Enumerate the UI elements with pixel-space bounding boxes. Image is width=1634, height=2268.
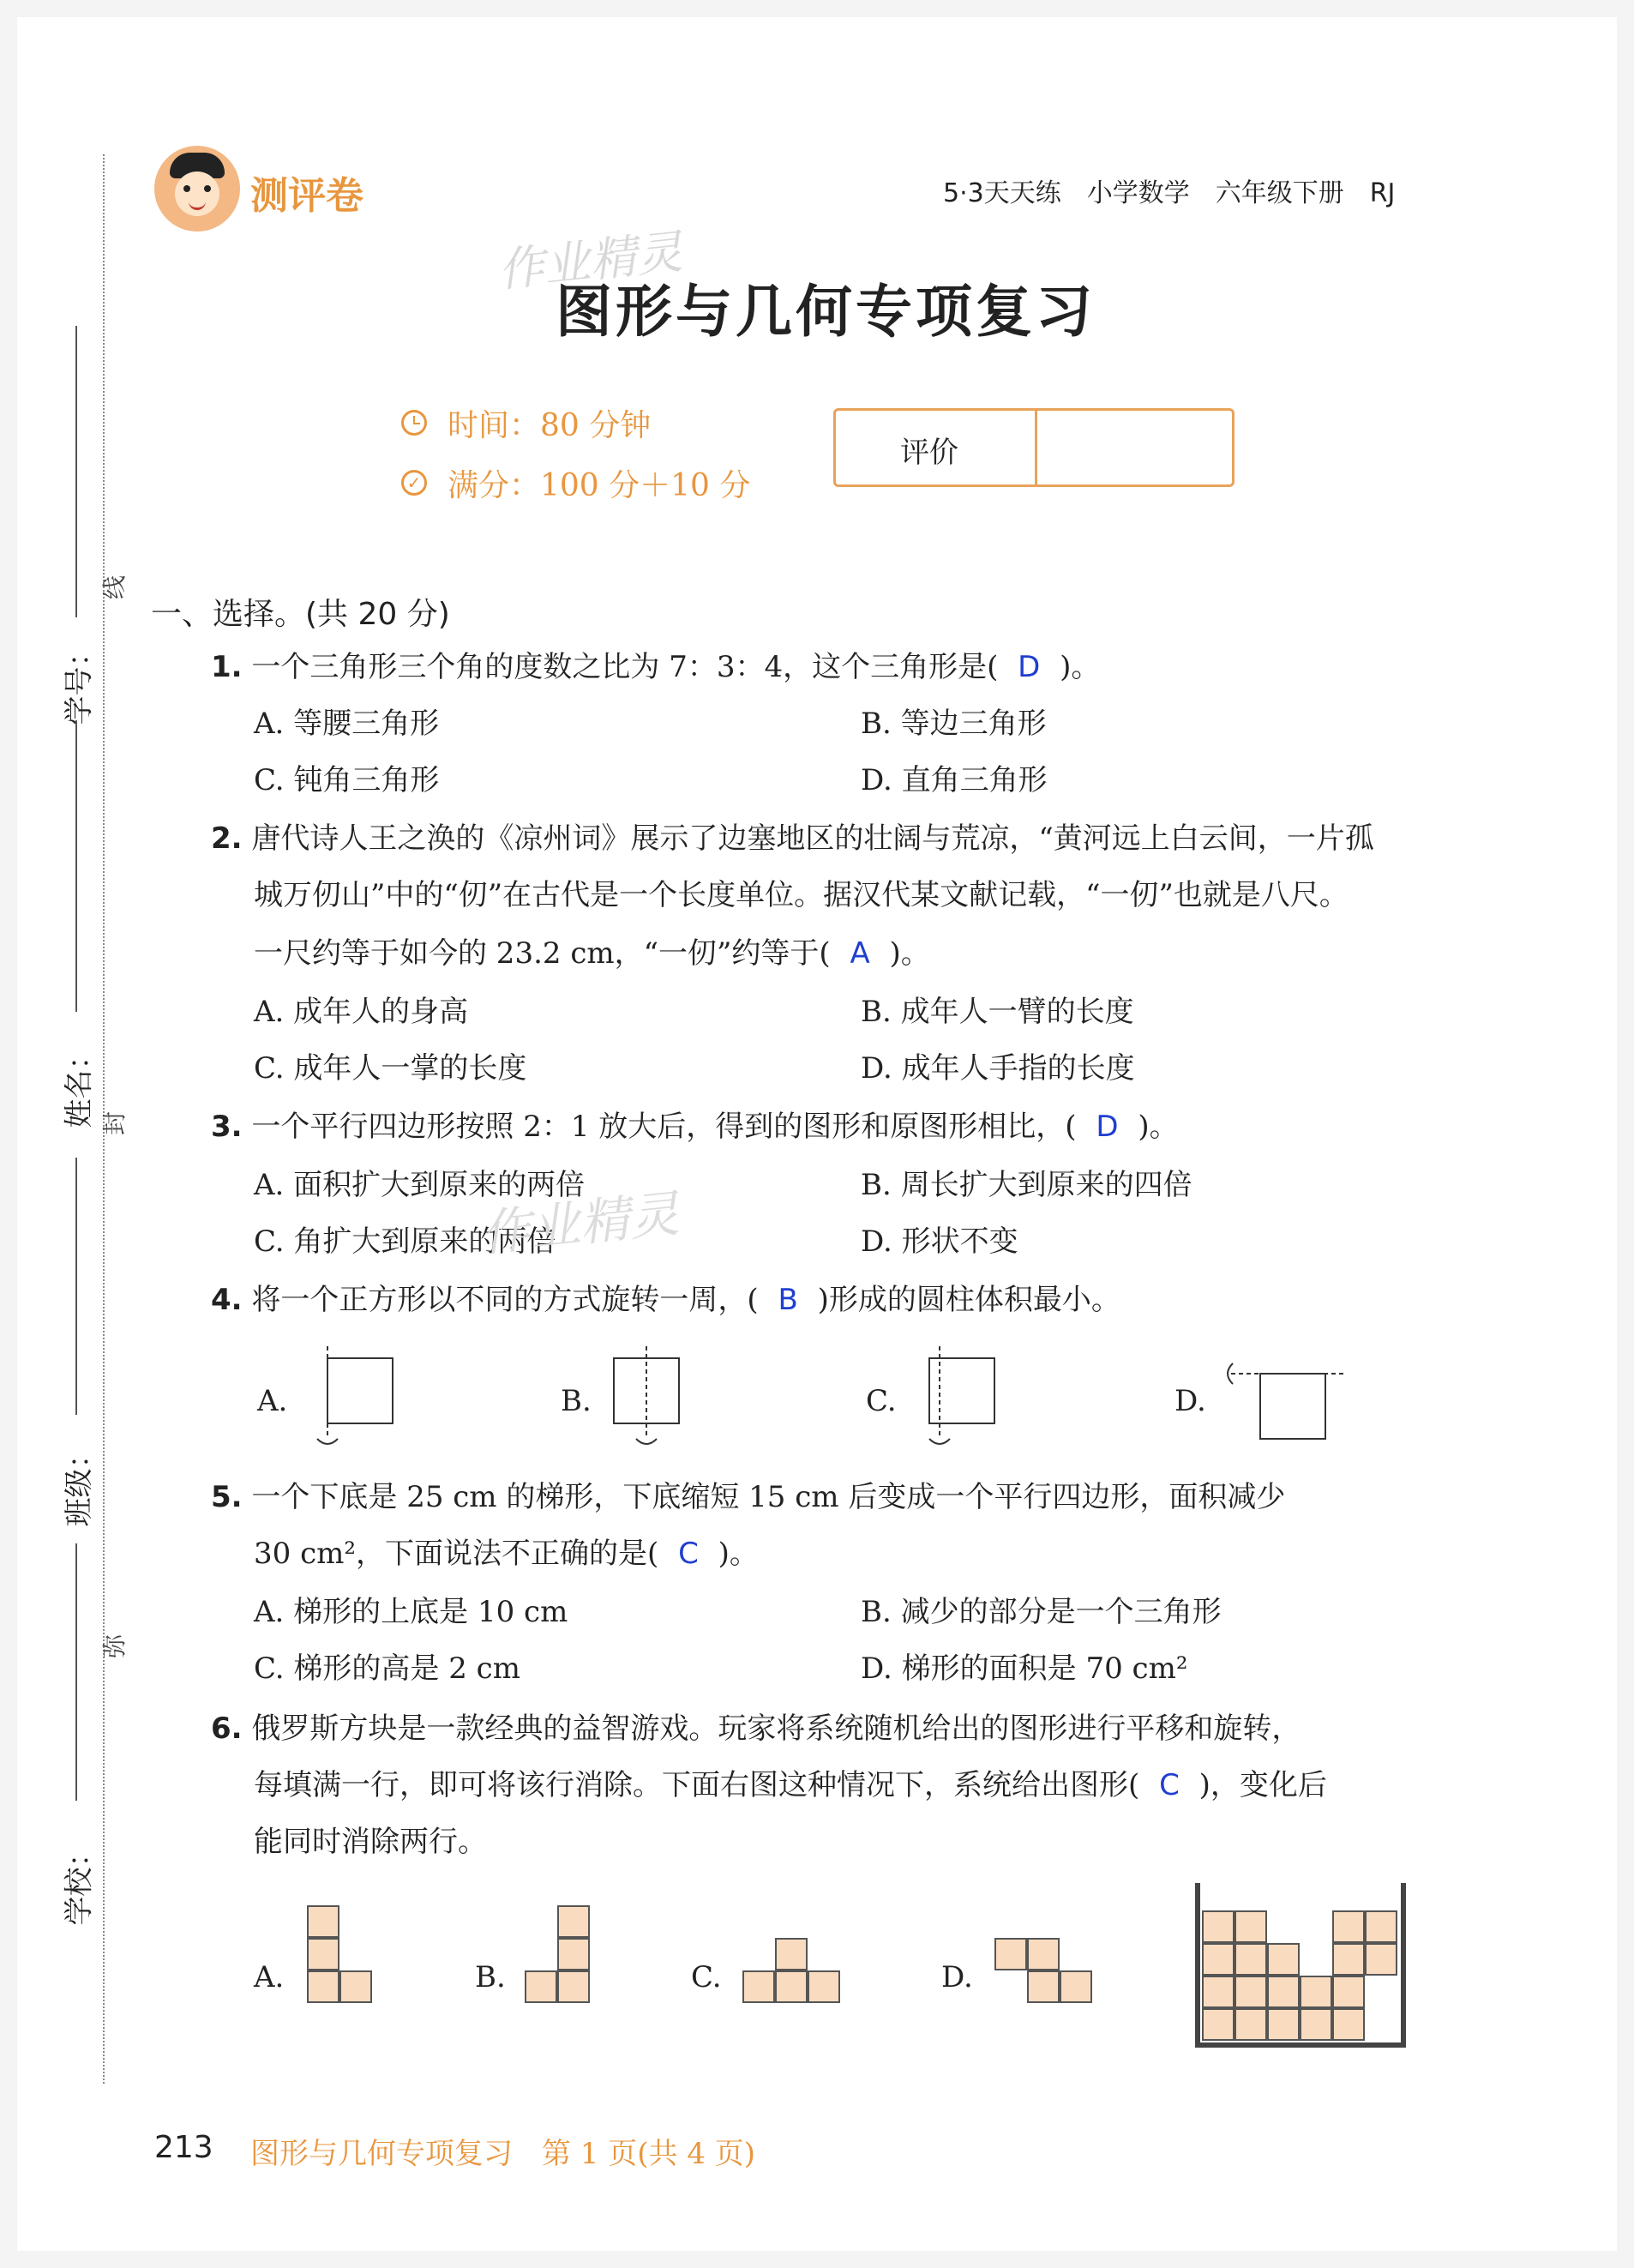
mascot-avatar xyxy=(154,146,240,232)
question-2-line3: 一尺约等于如今的 23.2 cm，“一仞”约等于( A )。 xyxy=(254,936,930,971)
q6-option-c[interactable]: C. xyxy=(691,1960,722,1994)
q1-option-a[interactable]: A. 等腰三角形 xyxy=(254,707,440,741)
evaluation-label: 评价 xyxy=(900,436,958,470)
q6-option-a[interactable]: A. xyxy=(254,1960,285,1994)
class-label: 班级： xyxy=(62,1439,97,1527)
q5-option-a[interactable]: A. 梯形的上底是 10 cm xyxy=(254,1595,568,1629)
q5-option-d[interactable]: D. 梯形的面积是 70 cm² xyxy=(861,1651,1188,1686)
check-icon: ✓ xyxy=(401,470,427,496)
question-2-line2: 城万仞山”中的“仞”在古代是一个长度单位。据汉代某文献记载，“一仞”也就是八尺。 xyxy=(254,878,1349,912)
question-3-answer[interactable]: D xyxy=(1096,1110,1119,1144)
q4-figure-b xyxy=(600,1343,694,1454)
series-info: 5·3天天练 小学数学 六年级下册 RJ xyxy=(943,178,1396,208)
q2-option-d[interactable]: D. 成年人手指的长度 xyxy=(861,1051,1135,1086)
q3-option-b[interactable]: B. 周长扩大到原来的四倍 xyxy=(861,1168,1192,1202)
page-number: 213 xyxy=(154,2130,213,2165)
school-label: 学校： xyxy=(62,1838,97,1926)
watermark-middle: 作业精灵 xyxy=(478,1184,682,1263)
question-6-line1: 6. 俄罗斯方块是一款经典的益智游戏。玩家将系统随机给出的图形进行平移和旋转， xyxy=(211,1712,1301,1746)
evaluation-field[interactable] xyxy=(1036,413,1229,482)
q4-option-d[interactable]: D. xyxy=(1174,1384,1206,1418)
watermark-top: 作业精灵 xyxy=(495,224,686,298)
question-1-answer[interactable]: D xyxy=(1018,650,1041,684)
name-line[interactable] xyxy=(75,720,77,1012)
clock-icon xyxy=(401,410,427,436)
question-5-line2: 30 cm²，下面说法不正确的是( C )。 xyxy=(254,1537,759,1571)
q4-figure-c xyxy=(909,1343,1003,1454)
page-title: 图形与几何专项复习 xyxy=(556,278,1096,345)
seal-mark-mi: 弥 xyxy=(100,1633,129,1659)
badge-title: 测评卷 xyxy=(250,174,363,218)
q3-option-c[interactable]: C. 角扩大到原来的两倍 xyxy=(254,1224,556,1259)
seal-mark-xian: 线 xyxy=(100,575,129,600)
q3-option-a[interactable]: A. 面积扩大到原来的两倍 xyxy=(254,1168,586,1202)
question-6-line3: 能同时消除两行。 xyxy=(254,1825,487,1859)
q2-option-a[interactable]: A. 成年人的身高 xyxy=(254,995,469,1029)
q4-option-a[interactable]: A. xyxy=(257,1384,288,1418)
q4-option-b[interactable]: B. xyxy=(561,1384,592,1418)
q5-option-c[interactable]: C. 梯形的高是 2 cm xyxy=(254,1651,520,1686)
q4-figure-d xyxy=(1217,1343,1355,1454)
school-line[interactable] xyxy=(75,1543,77,1801)
question-1-stem: 一个三角形三个角的度数之比为 7：3：4，这个三角形是( xyxy=(251,650,999,684)
time-text: 时间：80 分钟 xyxy=(448,408,652,443)
question-5-answer[interactable]: C xyxy=(678,1537,699,1571)
question-6-answer[interactable]: C xyxy=(1159,1768,1180,1802)
q1-option-c[interactable]: C. 钝角三角形 xyxy=(254,763,440,797)
question-1: 1. 一个三角形三个角的度数之比为 7：3：4，这个三角形是( D )。 xyxy=(211,650,1101,684)
student-id-label: 学号： xyxy=(62,637,97,725)
question-5-line1: 5. 一个下底是 25 cm 的梯形，下底缩短 15 cm 后变成一个平行四边形，面积减少 xyxy=(211,1480,1286,1514)
q3-option-d[interactable]: D. 形状不变 xyxy=(861,1224,1018,1259)
question-2-answer[interactable]: A xyxy=(850,936,870,971)
q2-option-b[interactable]: B. 成年人一臂的长度 xyxy=(861,995,1134,1029)
q5-option-b[interactable]: B. 减少的部分是一个三角形 xyxy=(861,1595,1222,1629)
name-label: 姓名： xyxy=(62,1040,97,1128)
q4-figure-a xyxy=(309,1343,403,1454)
footer-text: 图形与几何专项复习 第 1 页(共 4 页) xyxy=(250,2137,756,2171)
question-4-answer[interactable]: B xyxy=(778,1283,798,1317)
seal-mark-feng: 封 xyxy=(100,1110,129,1136)
section-title: 一、选择。(共 20 分) xyxy=(151,597,450,632)
student-id-line[interactable] xyxy=(75,326,77,617)
score-text: 满分：100 分＋10 分 xyxy=(448,468,751,503)
question-4: 4. 将一个正方形以不同的方式旋转一周，( B )形成的圆柱体积最小。 xyxy=(211,1283,1120,1317)
q1-option-b[interactable]: B. 等边三角形 xyxy=(861,707,1047,741)
q4-option-c[interactable]: C. xyxy=(866,1384,897,1418)
q6-option-b[interactable]: B. xyxy=(475,1960,506,1994)
q6-option-d[interactable]: D. xyxy=(941,1960,973,1994)
q2-option-c[interactable]: C. 成年人一掌的长度 xyxy=(254,1051,527,1086)
class-line[interactable] xyxy=(75,1158,77,1415)
question-3: 3. 一个平行四边形按照 2：1 放大后，得到的图形和原图形相比，( D )。 xyxy=(211,1110,1179,1144)
q1-option-d[interactable]: D. 直角三角形 xyxy=(861,763,1048,797)
question-6-line2: 每填满一行，即可将该行消除。下面右图这种情况下，系统给出图形( C )，变化后 xyxy=(254,1768,1327,1802)
question-2-line1: 2. 唐代诗人王之涣的《凉州词》展示了边塞地区的壮阔与荒凉，“黄河远上白云间，一片孤 xyxy=(211,821,1374,856)
